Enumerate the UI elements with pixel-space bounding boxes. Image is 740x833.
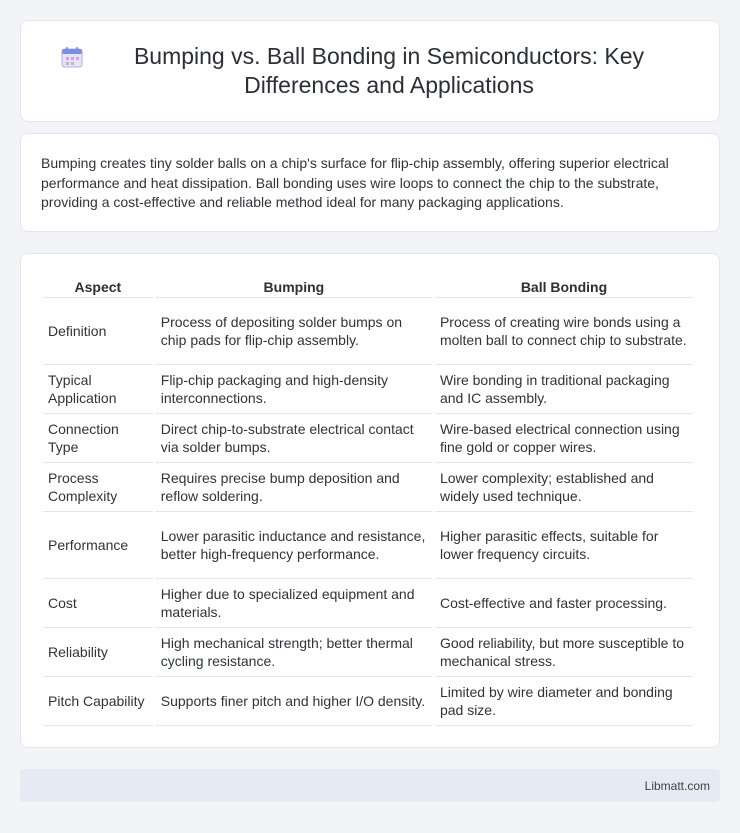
cell-bumping: Flip-chip packaging and high-density interconnections. [156, 365, 432, 414]
cell-aspect: Definition [43, 298, 153, 365]
header-bumping: Bumping [156, 274, 432, 298]
cell-ball-bonding: Wire bonding in traditional packaging and IC assembly. [435, 365, 693, 414]
table-row [43, 414, 693, 463]
cell-bumping: Higher due to specialized equipment and materials. [156, 579, 432, 628]
cell-bumping: Direct chip-to-substrate electrical contact via solder bumps. [156, 414, 432, 463]
cell-ball-bonding: Cost-effective and faster processing. [435, 579, 693, 628]
footer-brand[interactable]: Libmatt.com [644, 778, 710, 793]
cell-aspect: Process Complexity [43, 463, 153, 512]
page-title: Bumping vs. Ball Bonding in Semiconductors: Key Differences and Applications [133, 43, 645, 98]
cell-ball-bonding: Limited by wire diameter and bonding pad size. [435, 677, 693, 726]
cell-bumping: Lower parasitic inductance and resistance, better high-frequency performance. [156, 512, 432, 579]
cell-aspect: Connection Type [43, 414, 153, 463]
calendar-icon [61, 46, 83, 68]
table-row [43, 463, 693, 512]
cell-ball-bonding: Lower complexity; established and widely used technique. [435, 463, 693, 512]
cell-aspect: Typical Application [43, 365, 153, 414]
comparison-table [40, 274, 696, 726]
table-row [43, 677, 693, 726]
title-wrap [61, 42, 679, 100]
cell-aspect: Reliability [43, 628, 153, 677]
cell-ball-bonding: Wire-based electrical connection using fine gold or copper wires. [435, 414, 693, 463]
header-card [20, 20, 720, 122]
cell-ball-bonding: Good reliability, but more susceptible to mechanical stress. [435, 628, 693, 677]
table-row [43, 579, 693, 628]
cell-bumping: Process of depositing solder bumps on chip pads for flip-chip assembly. [156, 298, 432, 365]
cell-ball-bonding: Process of creating wire bonds using a molten ball to connect chip to substrate. [435, 298, 693, 365]
table-row [43, 365, 693, 414]
table-header-row [43, 274, 693, 298]
cell-ball-bonding: Higher parasitic effects, suitable for lower frequency circuits. [435, 512, 693, 579]
table-row [43, 512, 693, 579]
cell-aspect: Pitch Capability [43, 677, 153, 726]
cell-aspect: Performance [43, 512, 153, 579]
cell-bumping: High mechanical strength; better thermal cycling resistance. [156, 628, 432, 677]
intro-card [20, 133, 720, 232]
table-row [43, 628, 693, 677]
cell-bumping: Supports finer pitch and higher I/O density. [156, 677, 432, 726]
comparison-table-card [20, 253, 720, 748]
cell-aspect: Cost [43, 579, 153, 628]
table-row [43, 298, 693, 365]
header-aspect: Aspect [43, 274, 153, 298]
cell-bumping: Requires precise bump deposition and reflow soldering. [156, 463, 432, 512]
intro-text: Bumping creates tiny solder balls on a chip's surface for flip-chip assembly, offering superior electrical performance and heat dissipation. Ball bonding uses wire loops to connect the chip to the substrate, providing a cost-effective and reliable method ideal for many packaging applications. [41, 155, 669, 210]
footer-bar [20, 769, 720, 802]
header-ball-bonding: Ball Bonding [435, 274, 693, 298]
